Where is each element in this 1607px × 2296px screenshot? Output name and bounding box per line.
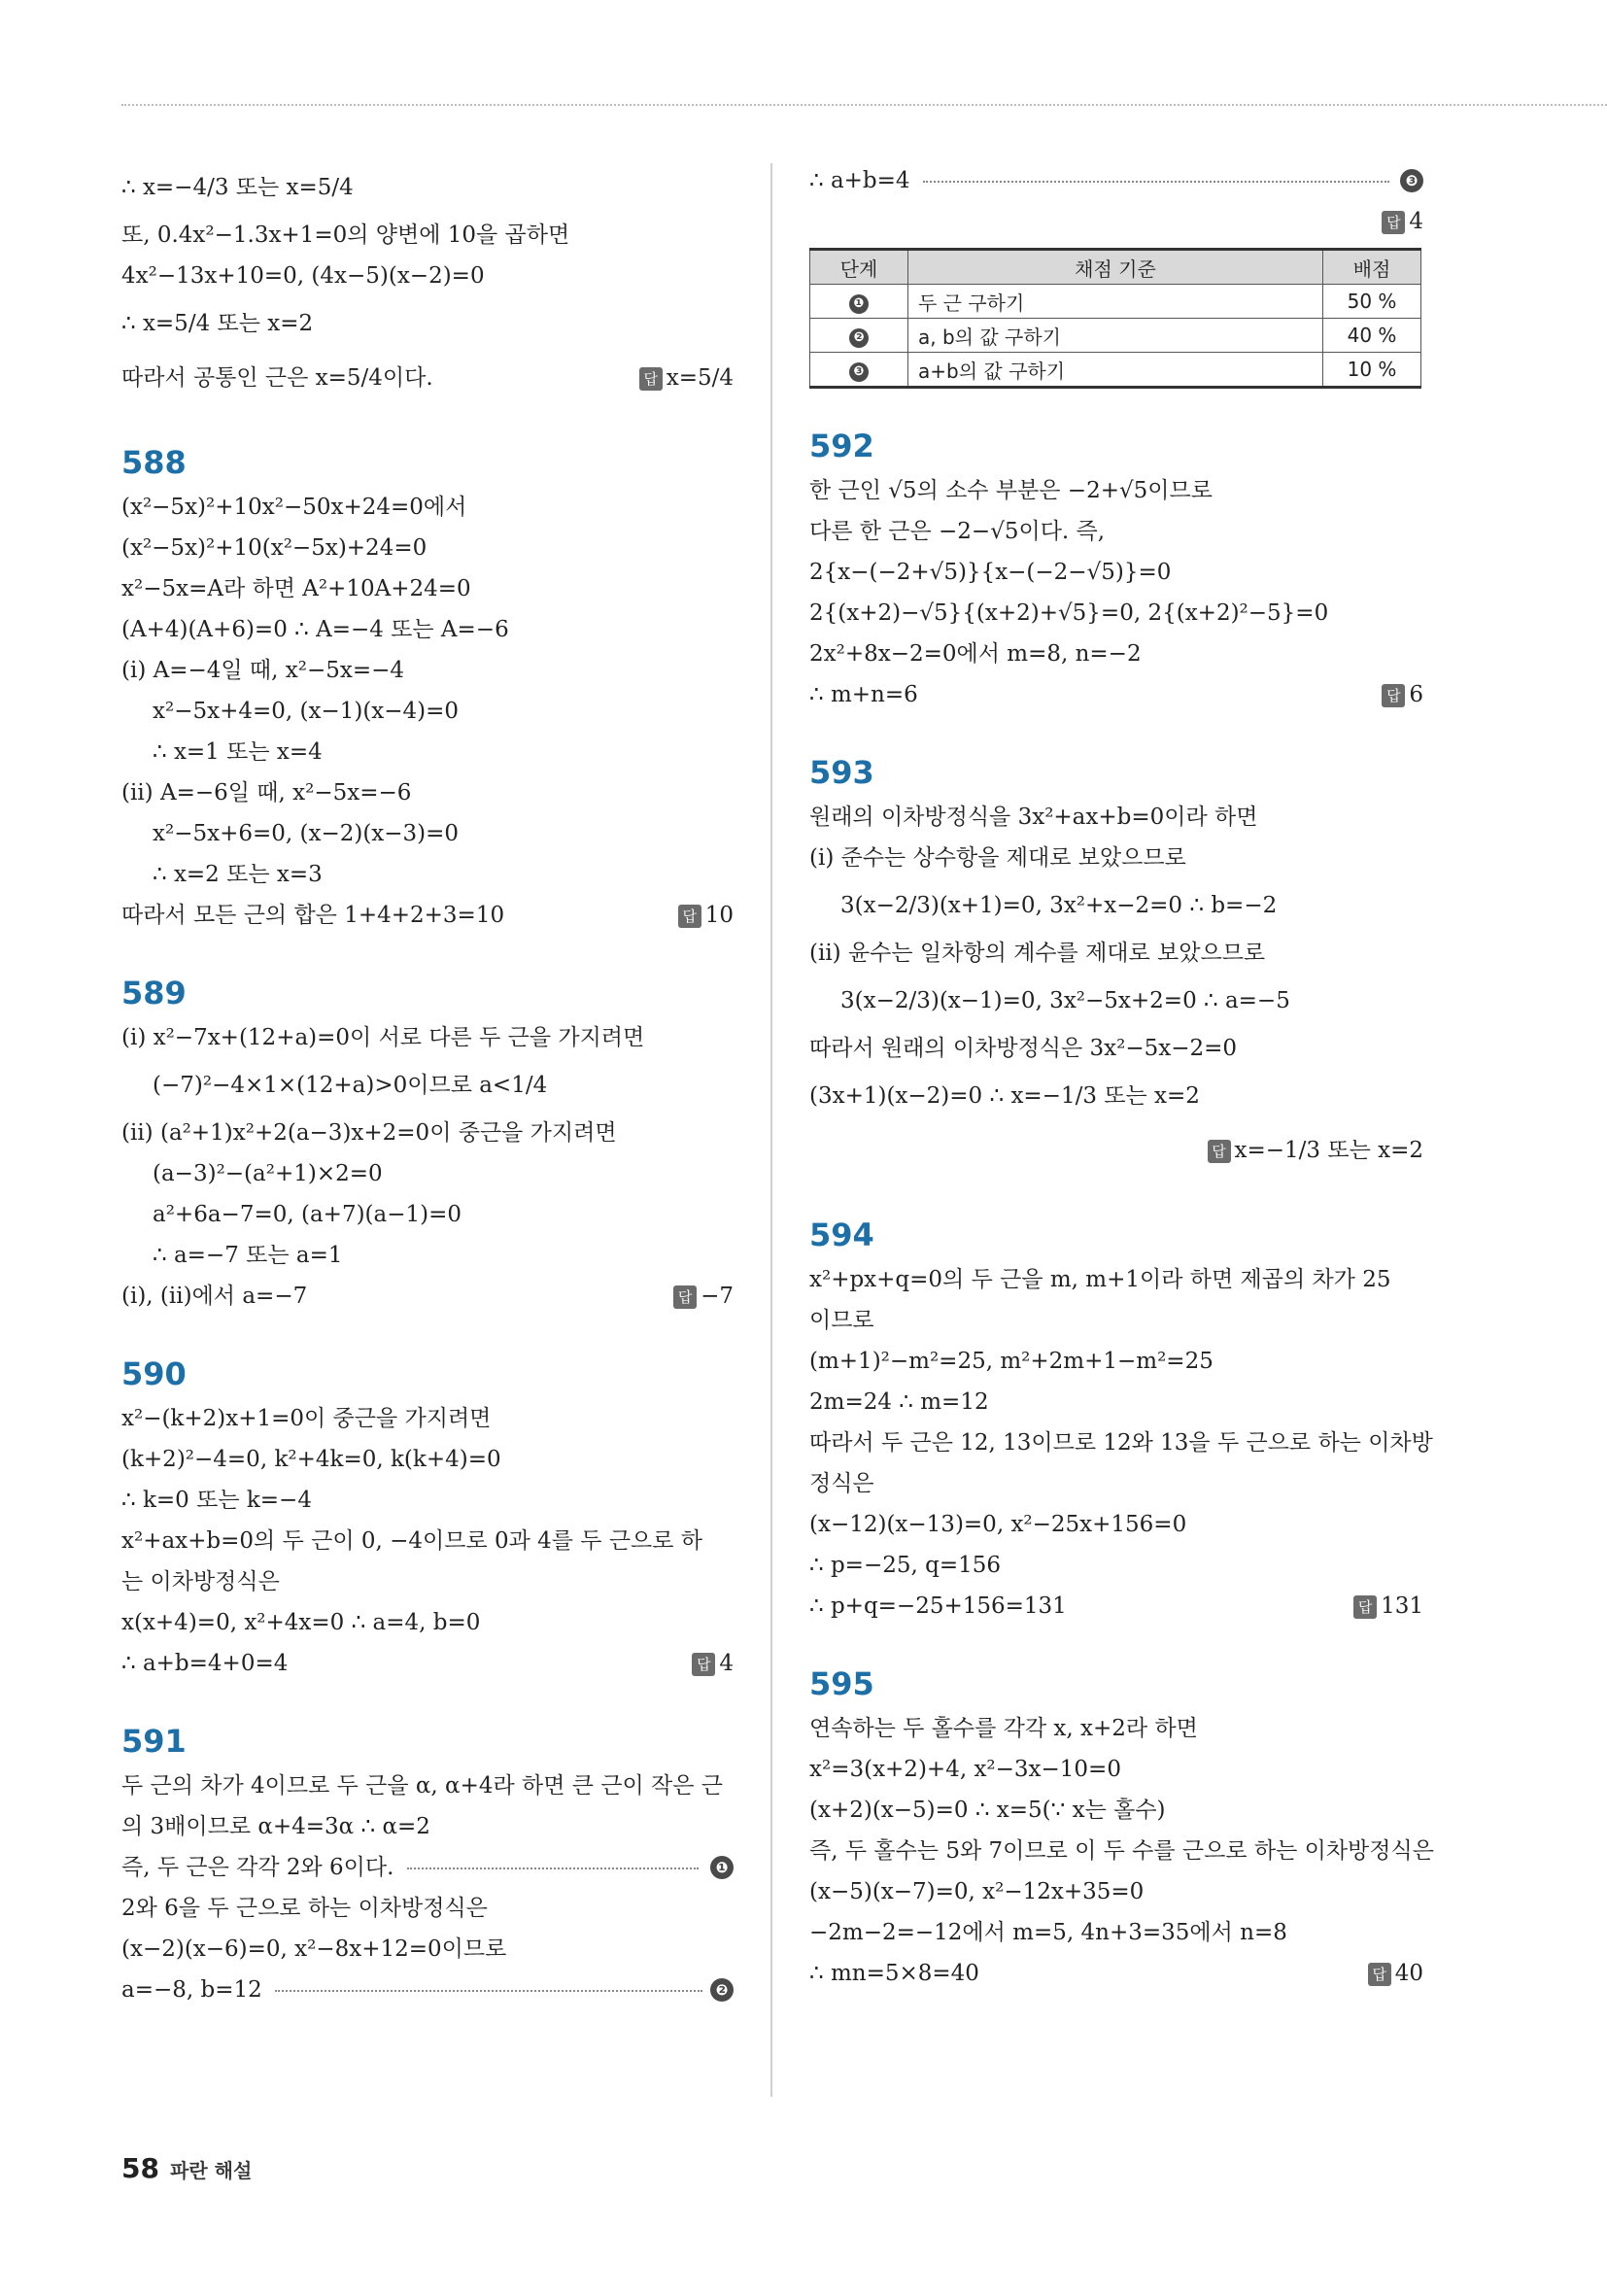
answer <box>673 1276 734 1317</box>
line: 2x²+8x−2=0에서 m=8, n=−2 <box>809 641 1142 667</box>
solution-592 <box>809 422 1423 715</box>
grading-table-header <box>810 250 1421 285</box>
line <box>809 674 1423 715</box>
line: x²+ax+b=0의 두 근이 0, −4이므로 0과 4를 두 근으로 하 <box>121 1528 703 1554</box>
line <box>121 1276 734 1317</box>
line <box>121 1643 734 1684</box>
answer <box>1208 1123 1423 1178</box>
line <box>809 201 1423 242</box>
line: (m+1)²−m²=25, m²+2m+1−m²=25 <box>809 1349 1214 1374</box>
dotted-leader <box>407 1868 699 1869</box>
line: ∴ x=2 또는 x=3 <box>153 862 323 887</box>
line: ∴ a=−7 또는 a=1 <box>153 1243 343 1268</box>
answer <box>1382 674 1423 715</box>
step-marker: ❶ <box>849 294 869 314</box>
solution-595 <box>809 1660 1434 1994</box>
problem-number: 589 <box>121 975 187 1011</box>
solution-590 <box>121 1350 734 1684</box>
answer-value: 40 <box>1394 1961 1423 1986</box>
row-score: 50 % <box>1323 285 1421 319</box>
line: (k+2)²−4=0, k²+4k=0, k(k+4)=0 <box>121 1447 501 1472</box>
book-label: 파란 해설 <box>170 2159 253 2182</box>
line <box>809 1123 1423 1178</box>
line: 또, 0.4x²−1.3x+1=0의 양변에 10을 곱하면 <box>121 223 570 248</box>
line: 따라서 두 근은 12, 13이므로 12와 13을 두 근으로 하는 이차방 <box>809 1430 1433 1456</box>
line <box>809 1953 1423 1994</box>
line: 는 이차방정식은 <box>121 1569 280 1594</box>
line: 의 3배이므로 α+4=3α ∴ α=2 <box>121 1814 430 1839</box>
row-criterion: a+b의 값 구하기 <box>908 353 1323 388</box>
answer-marker: 답 <box>673 1285 697 1309</box>
line: 2{x−(−2+√5)}{x−(−2−√5)}=0 <box>809 560 1172 585</box>
line <box>121 895 734 936</box>
line: (ii) 윤수는 일차항의 계수를 제대로 보았으므로 <box>809 941 1266 966</box>
line: (i) 준수는 상수항을 제대로 보았으므로 <box>809 845 1186 871</box>
answer <box>1368 1953 1423 1994</box>
line <box>121 351 734 405</box>
line-text: ∴ m+n=6 <box>809 682 918 707</box>
line: x²=3(x+2)+4, x²−3x−10=0 <box>809 1757 1121 1782</box>
answer-marker: 답 <box>678 905 701 928</box>
line: x²−(k+2)x+1=0이 중근을 가지려면 <box>121 1406 492 1431</box>
answer-value: 10 <box>704 903 734 928</box>
line-text: 따라서 공통인 근은 x=5/4이다. <box>121 365 433 391</box>
line-text: 따라서 모든 근의 합은 1+4+2+3=10 <box>121 903 505 928</box>
line: 정식은 <box>809 1471 874 1496</box>
line: 이므로 <box>809 1308 874 1333</box>
line: x²−5x+6=0, (x−2)(x−3)=0 <box>153 821 460 846</box>
line-text: 즉, 두 근은 각각 2와 6이다. <box>121 1855 394 1880</box>
step-marker: ❸ <box>849 362 869 382</box>
solution-588 <box>121 438 734 936</box>
answer-marker: 답 <box>639 367 663 391</box>
line: x(x+4)=0, x²+4x=0 ∴ a=4, b=0 <box>121 1610 481 1635</box>
line: (x−2)(x−6)=0, x²−8x+12=0이므로 <box>121 1936 507 1962</box>
answer-value: x=−1/3 또는 x=2 <box>1234 1138 1423 1163</box>
answer-value: x=5/4 <box>666 365 734 391</box>
line: (ii) (a²+1)x²+2(a−3)x+2=0이 중근을 가지려면 <box>121 1120 617 1146</box>
answer-value: −7 <box>701 1284 734 1309</box>
answer-value: 6 <box>1409 682 1423 707</box>
line: (a−3)²−(a²+1)×2=0 <box>153 1161 383 1186</box>
line: 한 근인 √5의 소수 부분은 −2+√5이므로 <box>809 478 1213 503</box>
line: 2{(x+2)−√5}{(x+2)+√5}=0, 2{(x+2)²−5}=0 <box>809 600 1329 626</box>
solution-594 <box>809 1211 1433 1627</box>
problem-number: 588 <box>121 444 187 481</box>
problem-number: 591 <box>121 1723 187 1760</box>
dotted-leader <box>275 1990 702 1992</box>
line-text: a=−8, b=12 <box>121 1977 262 2003</box>
dotted-leader <box>923 181 1389 183</box>
answer-value: 4 <box>1409 209 1423 234</box>
line <box>809 1586 1423 1627</box>
line: (x²−5x)²+10(x²−5x)+24=0 <box>121 535 427 561</box>
answer-marker: 답 <box>1368 1963 1391 1986</box>
grading-table <box>809 248 1421 389</box>
answer-marker: 답 <box>692 1653 715 1676</box>
header-criterion: 채점 기준 <box>908 250 1323 285</box>
line: 다른 한 근은 −2−√5이다. 즉, <box>809 519 1106 544</box>
row-score: 10 % <box>1323 353 1421 388</box>
line: ∴ x=−4/3 또는 x=5/4 <box>121 175 354 200</box>
page-number: 58 <box>121 2152 159 2184</box>
answer-value: 131 <box>1381 1593 1423 1619</box>
solution-591-continued <box>809 160 1423 389</box>
column-divider <box>770 163 772 2097</box>
row-criterion: a, b의 값 구하기 <box>908 319 1323 353</box>
line-text: ∴ a+b=4+0=4 <box>121 1651 289 1676</box>
line: 즉, 두 홀수는 5와 7이므로 이 두 수를 근으로 하는 이차방정식은 <box>809 1838 1434 1864</box>
row-score: 40 % <box>1323 319 1421 353</box>
line: (x−5)(x−7)=0, x²−12x+35=0 <box>809 1879 1145 1904</box>
line: ∴ x=1 또는 x=4 <box>153 739 323 765</box>
line: 3(x−2/3)(x+1)=0, 3x²+x−2=0 ∴ b=−2 <box>840 893 1278 918</box>
table-row <box>810 319 1421 353</box>
solution-589 <box>121 969 734 1317</box>
line: 원래의 이차방정식을 3x²+ax+b=0이라 하면 <box>809 805 1258 830</box>
line: 2와 6을 두 근으로 하는 이차방정식은 <box>121 1896 488 1921</box>
answer-marker: 답 <box>1208 1140 1231 1163</box>
line: 두 근의 차가 4이므로 두 근을 α, α+4라 하면 큰 근이 작은 근 <box>121 1773 724 1799</box>
line: (x+2)(x−5)=0 ∴ x=5(∵ x는 홀수) <box>809 1798 1166 1823</box>
right-column <box>809 160 1434 1994</box>
line: ∴ k=0 또는 k=−4 <box>121 1488 312 1513</box>
line: x²−5x+4=0, (x−1)(x−4)=0 <box>153 699 460 724</box>
line: (−7)²−4×1×(12+a)>0이므로 a<1/4 <box>153 1073 548 1098</box>
row-step <box>810 285 908 319</box>
row-criterion: 두 근 구하기 <box>908 285 1323 319</box>
left-column <box>121 160 734 2010</box>
problem-number: 595 <box>809 1665 874 1702</box>
line: a²+6a−7=0, (a+7)(a−1)=0 <box>153 1202 462 1227</box>
line-text: ∴ mn=5×8=40 <box>809 1961 979 1986</box>
line: 연속하는 두 홀수를 각각 x, x+2라 하면 <box>809 1716 1198 1741</box>
header-step: 단계 <box>810 250 908 285</box>
line-text: (i), (ii)에서 a=−7 <box>121 1284 308 1309</box>
answer <box>1353 1586 1423 1627</box>
line: ∴ p=−25, q=156 <box>809 1553 1001 1578</box>
line: 2m=24 ∴ m=12 <box>809 1389 989 1415</box>
solution-593 <box>809 748 1423 1178</box>
solution-591 <box>121 1717 734 2010</box>
line: (ii) A=−6일 때, x²−5x=−6 <box>121 780 412 805</box>
answer <box>639 351 734 405</box>
solution-587-continued <box>121 160 734 405</box>
answer-value: 4 <box>719 1651 734 1676</box>
answer <box>1382 201 1423 242</box>
answer-marker: 답 <box>1353 1595 1377 1619</box>
page-footer <box>121 2152 252 2184</box>
step-marker-2: ❷ <box>710 1978 734 2002</box>
answer-marker: 답 <box>1382 684 1405 707</box>
table-row <box>810 285 1421 319</box>
line: ∴ x=5/4 또는 x=2 <box>121 311 314 336</box>
line: (i) A=−4일 때, x²−5x=−4 <box>121 658 405 683</box>
problem-number: 592 <box>809 428 874 464</box>
line: (x−12)(x−13)=0, x²−25x+156=0 <box>809 1512 1187 1537</box>
line: (x²−5x)²+10x²−50x+24=0에서 <box>121 495 467 520</box>
header-score: 배점 <box>1323 250 1421 285</box>
line <box>121 1970 734 2010</box>
line: (3x+1)(x−2)=0 ∴ x=−1/3 또는 x=2 <box>809 1083 1200 1109</box>
line: 4x²−13x+10=0, (4x−5)(x−2)=0 <box>121 263 485 289</box>
line <box>809 160 1423 201</box>
line: 따라서 원래의 이차방정식은 3x²−5x−2=0 <box>809 1036 1238 1061</box>
problem-number: 590 <box>121 1355 187 1392</box>
step-marker-1: ❶ <box>710 1856 734 1879</box>
line: 3(x−2/3)(x−1)=0, 3x²−5x+2=0 ∴ a=−5 <box>840 988 1290 1013</box>
line <box>121 1847 734 1888</box>
line: (A+4)(A+6)=0 ∴ A=−4 또는 A=−6 <box>121 617 509 642</box>
row-step <box>810 353 908 388</box>
problem-number: 593 <box>809 754 874 791</box>
step-marker-3: ❸ <box>1400 169 1423 192</box>
top-dotted-rule <box>121 104 1607 106</box>
line: x²−5x=A라 하면 A²+10A+24=0 <box>121 576 471 601</box>
line: x²+px+q=0의 두 근을 m, m+1이라 하면 제곱의 차가 25 <box>809 1267 1391 1292</box>
answer-marker: 답 <box>1382 211 1405 234</box>
line-text: ∴ a+b=4 <box>809 168 910 193</box>
problem-number: 594 <box>809 1217 874 1253</box>
line: (i) x²−7x+(12+a)=0이 서로 다른 두 근을 가지려면 <box>121 1025 645 1050</box>
step-marker: ❷ <box>849 328 869 348</box>
row-step <box>810 319 908 353</box>
line: −2m−2=−12에서 m=5, 4n+3=35에서 n=8 <box>809 1920 1287 1945</box>
line-text: ∴ p+q=−25+156=131 <box>809 1593 1067 1619</box>
answer <box>692 1643 734 1684</box>
answer <box>678 895 734 936</box>
table-row <box>810 353 1421 388</box>
